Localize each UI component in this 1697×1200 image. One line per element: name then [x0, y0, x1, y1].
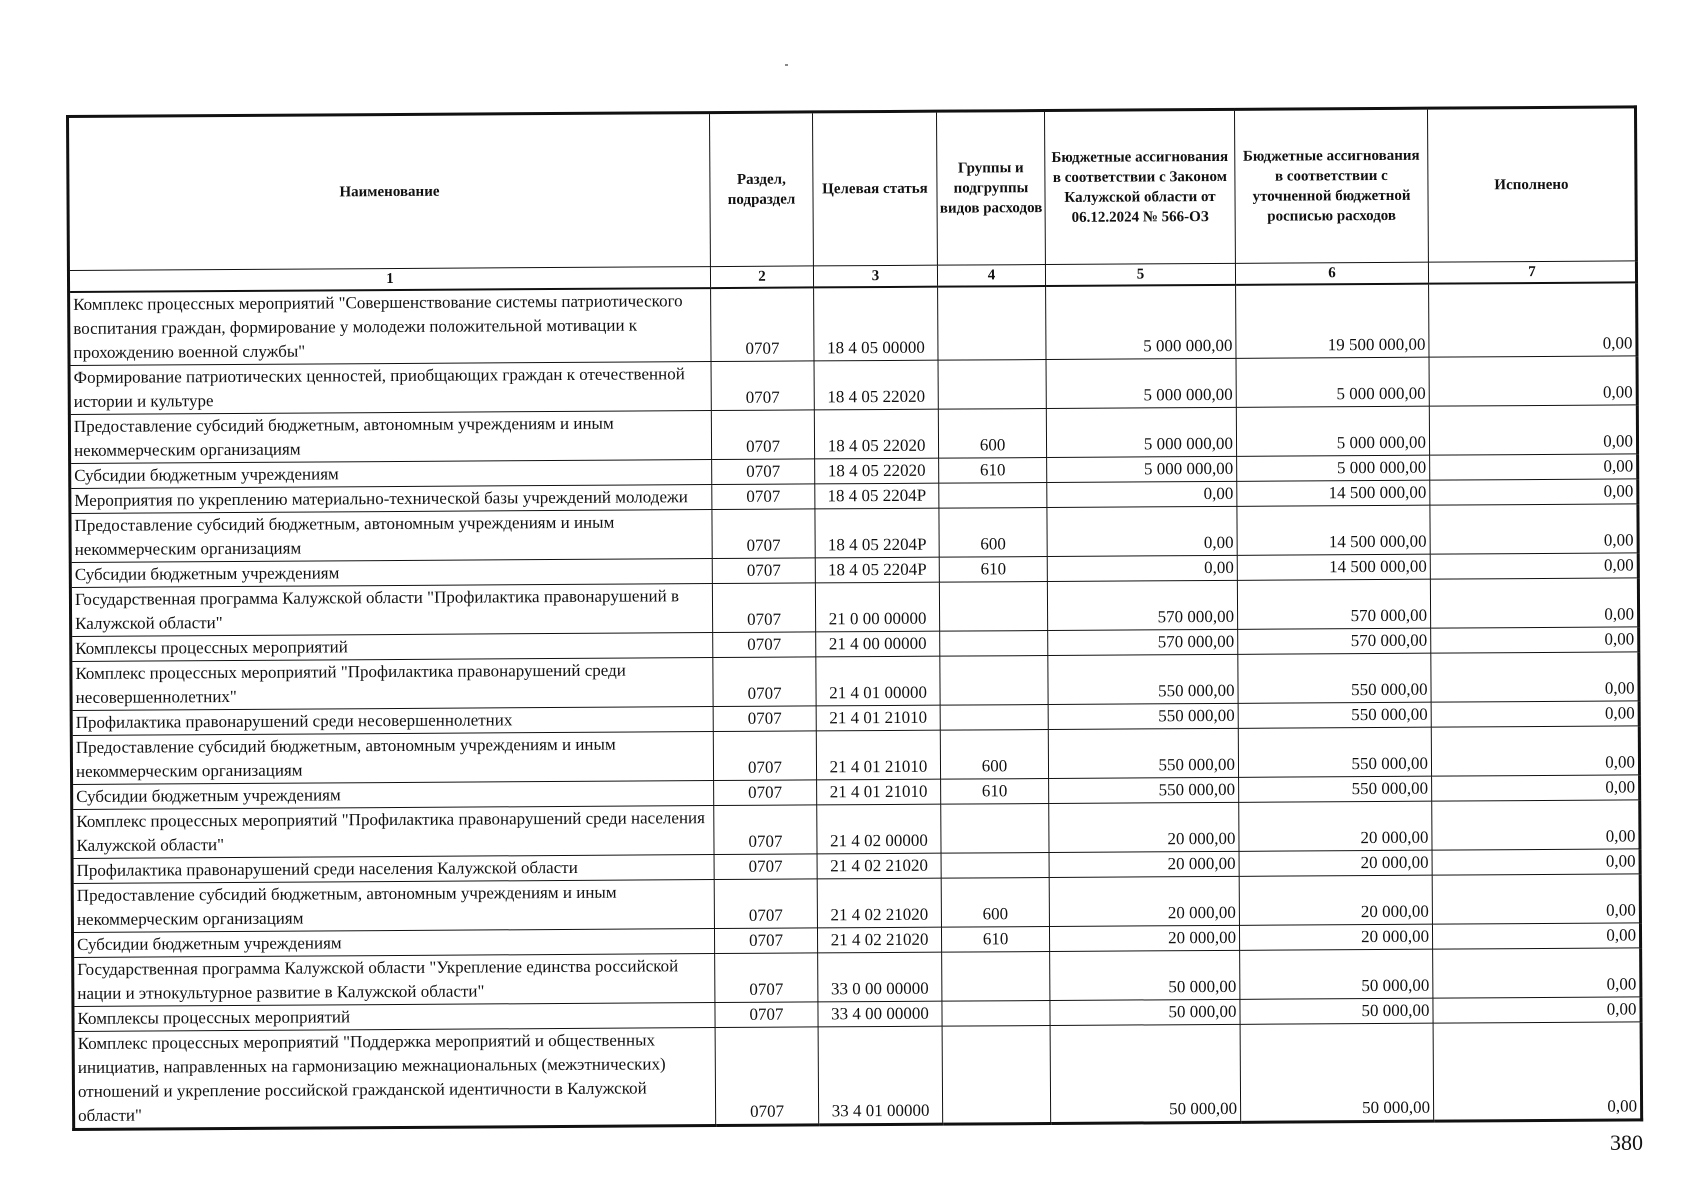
row-expense-group-cell — [938, 360, 1046, 410]
row-section-cell: 0707 — [715, 953, 818, 1003]
row-name-cell: Профилактика правонарушений среди несовершеннолетних — [71, 707, 713, 736]
row-law-allocation-cell: 20 000,00 — [1049, 925, 1239, 951]
column-number: 1 — [68, 267, 710, 292]
table-row — [71, 726, 1639, 785]
column-number: 6 — [1235, 262, 1428, 285]
row-name-cell: Государственная программа Калужской области "Укрепление единства российской нации и этнокультурное развитие в Калужской области" — [73, 954, 715, 1007]
row-law-allocation-cell: 550 000,00 — [1049, 777, 1239, 803]
row-target-article-cell: 21 4 02 21020 — [817, 878, 941, 928]
table-row — [69, 405, 1637, 464]
row-executed-cell: 0,00 — [1431, 627, 1639, 653]
table-row — [73, 1022, 1642, 1130]
row-target-article-cell: 21 0 00 00000 — [815, 582, 939, 632]
row-section-cell: 0707 — [713, 632, 816, 658]
row-expense-group-cell: 610 — [939, 458, 1047, 484]
row-target-article-cell: 21 4 02 21020 — [817, 927, 941, 953]
column-number: 5 — [1045, 263, 1235, 286]
row-refined-allocation-cell: 14 500 000,00 — [1237, 505, 1430, 555]
row-expense-group-cell: 600 — [939, 508, 1047, 558]
column-number: 2 — [710, 266, 813, 288]
row-law-allocation-cell: 50 000,00 — [1050, 1024, 1241, 1123]
row-executed-cell: 0,00 — [1430, 454, 1638, 480]
page-number: 380 — [1610, 1130, 1643, 1155]
scan-speck — [785, 64, 788, 66]
row-section-cell: 0707 — [712, 558, 815, 584]
table-row — [69, 356, 1637, 415]
row-executed-cell: 0,00 — [1432, 874, 1640, 924]
row-name-cell: Субсидии бюджетным учреждениям — [72, 929, 714, 958]
row-refined-allocation-cell: 14 500 000,00 — [1237, 480, 1430, 506]
row-target-article-cell: 21 4 01 21010 — [816, 705, 940, 731]
row-section-cell: 0707 — [714, 928, 817, 954]
row-target-article-cell: 18 4 05 22020 — [814, 409, 938, 459]
header-name: Наименование — [68, 113, 711, 271]
row-expense-group-cell — [940, 656, 1048, 706]
row-name-cell: Предоставление субсидий бюджетным, автономным учреждениям и иным некоммерческим организациям — [70, 510, 712, 563]
row-expense-group-cell — [940, 631, 1048, 657]
row-law-allocation-cell: 5 000 000,00 — [1047, 456, 1237, 482]
row-expense-group-cell — [942, 1001, 1050, 1027]
row-executed-cell: 0,00 — [1429, 356, 1637, 406]
row-section-cell: 0707 — [711, 287, 814, 361]
row-refined-allocation-cell: 20 000,00 — [1239, 875, 1432, 925]
row-target-article-cell: 18 4 05 2204Р — [815, 557, 939, 583]
row-target-article-cell: 18 4 05 2204Р — [815, 508, 939, 558]
row-target-article-cell: 18 4 05 2204Р — [815, 483, 939, 509]
row-refined-allocation-cell: 550 000,00 — [1238, 727, 1431, 777]
row-name-cell: Комплекс процессных мероприятий "Профилактика правонарушений среди несовершеннолетних" — [71, 658, 713, 711]
column-number: 4 — [937, 265, 1045, 287]
row-executed-cell: 0,00 — [1429, 282, 1637, 357]
row-expense-group-cell — [942, 1026, 1051, 1125]
row-refined-allocation-cell: 570 000,00 — [1237, 579, 1430, 629]
row-executed-cell: 0,00 — [1429, 405, 1637, 455]
header-expense-groups: Группы и подгруппы видов расходов — [936, 111, 1045, 266]
row-name-cell: Комплекс процессных мероприятий "Поддержка мероприятий и общественных инициатив, направленных на гармонизацию межнациональных (межэтнических) отношений и укрепление российской гражданской идентичности в Калужской области" — [73, 1028, 716, 1130]
row-section-cell: 0707 — [711, 361, 814, 411]
row-target-article-cell: 18 4 05 22020 — [814, 360, 938, 410]
row-law-allocation-cell: 570 000,00 — [1047, 580, 1237, 630]
row-refined-allocation-cell: 50 000,00 — [1240, 1023, 1434, 1122]
row-refined-allocation-cell: 50 000,00 — [1240, 998, 1433, 1024]
table-row — [70, 578, 1638, 637]
row-section-cell: 0707 — [714, 854, 817, 880]
row-section-cell: 0707 — [713, 706, 816, 732]
row-law-allocation-cell: 5 000 000,00 — [1046, 358, 1236, 408]
header-law-allocations: Бюджетные ассигнования в соответствии с Законом Калужской области от 06.12.2024 № 566-ОЗ — [1044, 109, 1235, 264]
row-target-article-cell: 21 4 01 21010 — [817, 779, 941, 805]
row-executed-cell: 0,00 — [1432, 800, 1640, 850]
row-refined-allocation-cell: 5 000 000,00 — [1236, 357, 1429, 407]
row-executed-cell: 0,00 — [1433, 997, 1641, 1023]
row-name-cell: Профилактика правонарушений среди населения Калужской области — [72, 855, 714, 884]
row-name-cell: Комплексы процессных мероприятий — [73, 1003, 715, 1032]
row-law-allocation-cell: 50 000,00 — [1050, 950, 1240, 1000]
row-target-article-cell: 21 4 01 21010 — [816, 730, 940, 780]
row-law-allocation-cell: 20 000,00 — [1049, 851, 1239, 877]
row-law-allocation-cell: 0,00 — [1047, 481, 1237, 507]
row-expense-group-cell — [942, 952, 1050, 1002]
row-section-cell: 0707 — [711, 410, 814, 460]
row-target-article-cell: 33 4 01 00000 — [818, 1026, 943, 1125]
budget-table — [66, 105, 1643, 1131]
row-refined-allocation-cell: 20 000,00 — [1239, 801, 1432, 851]
table-row — [72, 874, 1640, 933]
row-expense-group-cell: 610 — [941, 779, 1049, 805]
row-executed-cell: 0,00 — [1431, 726, 1639, 776]
row-section-cell: 0707 — [712, 459, 815, 485]
row-target-article-cell: 33 4 00 00000 — [818, 1001, 942, 1027]
row-target-article-cell: 21 4 00 00000 — [816, 631, 940, 657]
row-executed-cell: 0,00 — [1433, 1022, 1642, 1121]
table-row — [71, 652, 1639, 711]
row-executed-cell: 0,00 — [1430, 578, 1638, 628]
row-refined-allocation-cell: 570 000,00 — [1238, 628, 1431, 654]
row-expense-group-cell — [938, 286, 1046, 360]
row-name-cell: Предоставление субсидий бюджетным, автономным учреждениям и иным некоммерческим организациям — [71, 732, 713, 785]
row-refined-allocation-cell: 5 000 000,00 — [1236, 406, 1429, 456]
table-row — [73, 948, 1641, 1007]
row-name-cell: Субсидии бюджетным учреждениям — [72, 781, 714, 810]
row-expense-group-cell: 600 — [941, 878, 1049, 928]
row-refined-allocation-cell: 14 500 000,00 — [1237, 554, 1430, 580]
row-target-article-cell: 18 4 05 00000 — [814, 287, 938, 361]
row-name-cell: Субсидии бюджетным учреждениям — [70, 460, 712, 489]
header-refined-allocations: Бюджетные ассигнования в соответствии с уточненной бюджетной росписью расходов — [1234, 108, 1428, 263]
row-section-cell: 0707 — [714, 879, 817, 929]
row-target-article-cell: 33 0 00 00000 — [818, 952, 942, 1002]
table-row — [72, 800, 1640, 859]
row-section-cell: 0707 — [713, 731, 816, 781]
row-law-allocation-cell: 550 000,00 — [1048, 654, 1238, 704]
row-section-cell: 0707 — [712, 484, 815, 510]
row-target-article-cell: 21 4 01 00000 — [816, 656, 940, 706]
row-name-cell: Комплекс процессных мероприятий "Профилактика правонарушений среди населения Калужской области" — [72, 806, 714, 859]
row-law-allocation-cell: 5 000 000,00 — [1046, 407, 1236, 457]
table-row — [70, 504, 1638, 563]
row-law-allocation-cell: 550 000,00 — [1048, 728, 1238, 778]
row-law-allocation-cell: 5 000 000,00 — [1046, 285, 1236, 360]
row-expense-group-cell: 600 — [940, 730, 1048, 780]
row-executed-cell: 0,00 — [1430, 553, 1638, 579]
row-executed-cell: 0,00 — [1432, 849, 1640, 875]
row-expense-group-cell — [939, 483, 1047, 509]
row-refined-allocation-cell: 550 000,00 — [1238, 702, 1431, 728]
column-number: 7 — [1428, 261, 1636, 284]
row-target-article-cell: 21 4 02 21020 — [817, 853, 941, 879]
row-section-cell: 0707 — [714, 805, 817, 855]
row-law-allocation-cell: 20 000,00 — [1049, 876, 1239, 926]
row-section-cell: 0707 — [715, 1027, 819, 1126]
row-expense-group-cell: 610 — [939, 557, 1047, 583]
row-executed-cell: 0,00 — [1430, 479, 1638, 505]
table-row — [69, 282, 1637, 365]
table-body — [69, 282, 1642, 1129]
row-name-cell: Субсидии бюджетным учреждениям — [70, 559, 712, 588]
row-expense-group-cell — [941, 853, 1049, 879]
header-target-article: Целевая статья — [812, 111, 937, 266]
row-law-allocation-cell: 50 000,00 — [1050, 999, 1240, 1025]
row-executed-cell: 0,00 — [1430, 504, 1638, 554]
row-name-cell: Государственная программа Калужской области "Профилактика правонарушений в Калужской области" — [70, 584, 712, 637]
row-name-cell: Формирование патриотических ценностей, приобщающих граждан к отечественной истории и культуре — [69, 362, 711, 415]
row-refined-allocation-cell: 50 000,00 — [1240, 949, 1433, 999]
row-executed-cell: 0,00 — [1432, 923, 1640, 949]
row-law-allocation-cell: 0,00 — [1047, 555, 1237, 581]
row-expense-group-cell: 600 — [938, 409, 1046, 459]
row-target-article-cell: 18 4 05 22020 — [815, 458, 939, 484]
row-expense-group-cell — [940, 705, 1048, 731]
row-target-article-cell: 21 4 02 00000 — [817, 804, 941, 854]
row-name-cell: Мероприятия по укреплению материально-технической базы учреждений молодежи — [70, 485, 712, 514]
row-section-cell: 0707 — [712, 583, 815, 633]
row-name-cell: Предоставление субсидий бюджетным, автономным учреждениям и иным некоммерческим организациям — [72, 880, 714, 933]
row-refined-allocation-cell: 20 000,00 — [1239, 924, 1432, 950]
row-section-cell: 0707 — [712, 509, 815, 559]
row-executed-cell: 0,00 — [1431, 701, 1639, 727]
row-law-allocation-cell: 550 000,00 — [1048, 703, 1238, 729]
column-number: 3 — [813, 265, 937, 287]
row-expense-group-cell: 610 — [941, 927, 1049, 953]
row-refined-allocation-cell: 19 500 000,00 — [1236, 284, 1429, 359]
row-expense-group-cell — [941, 804, 1049, 854]
budget-table-wrapper — [66, 105, 1640, 1131]
row-name-cell: Предоставление субсидий бюджетным, автономным учреждениям и иным некоммерческим организациям — [69, 411, 711, 464]
row-refined-allocation-cell: 550 000,00 — [1238, 653, 1431, 703]
row-law-allocation-cell: 570 000,00 — [1048, 629, 1238, 655]
header-executed: Исполнено — [1427, 107, 1636, 262]
row-expense-group-cell — [939, 582, 1047, 632]
row-refined-allocation-cell: 5 000 000,00 — [1237, 455, 1430, 481]
row-law-allocation-cell: 0,00 — [1047, 506, 1237, 556]
row-executed-cell: 0,00 — [1433, 948, 1641, 998]
row-name-cell: Комплекс процессных мероприятий "Совершенствование системы патриотического воспитания граждан, формирование у молодежи положительной мотивации к прохождению военной службы" — [69, 288, 711, 365]
row-section-cell: 0707 — [713, 657, 816, 707]
header-section: Раздел, подраздел — [709, 112, 813, 267]
row-executed-cell: 0,00 — [1431, 652, 1639, 702]
row-section-cell: 0707 — [714, 780, 817, 806]
row-refined-allocation-cell: 550 000,00 — [1239, 776, 1432, 802]
header-row — [68, 107, 1637, 271]
row-section-cell: 0707 — [715, 1002, 818, 1028]
row-refined-allocation-cell: 20 000,00 — [1239, 850, 1432, 876]
row-name-cell: Комплексы процессных мероприятий — [71, 633, 713, 662]
row-executed-cell: 0,00 — [1432, 775, 1640, 801]
row-law-allocation-cell: 20 000,00 — [1049, 802, 1239, 852]
